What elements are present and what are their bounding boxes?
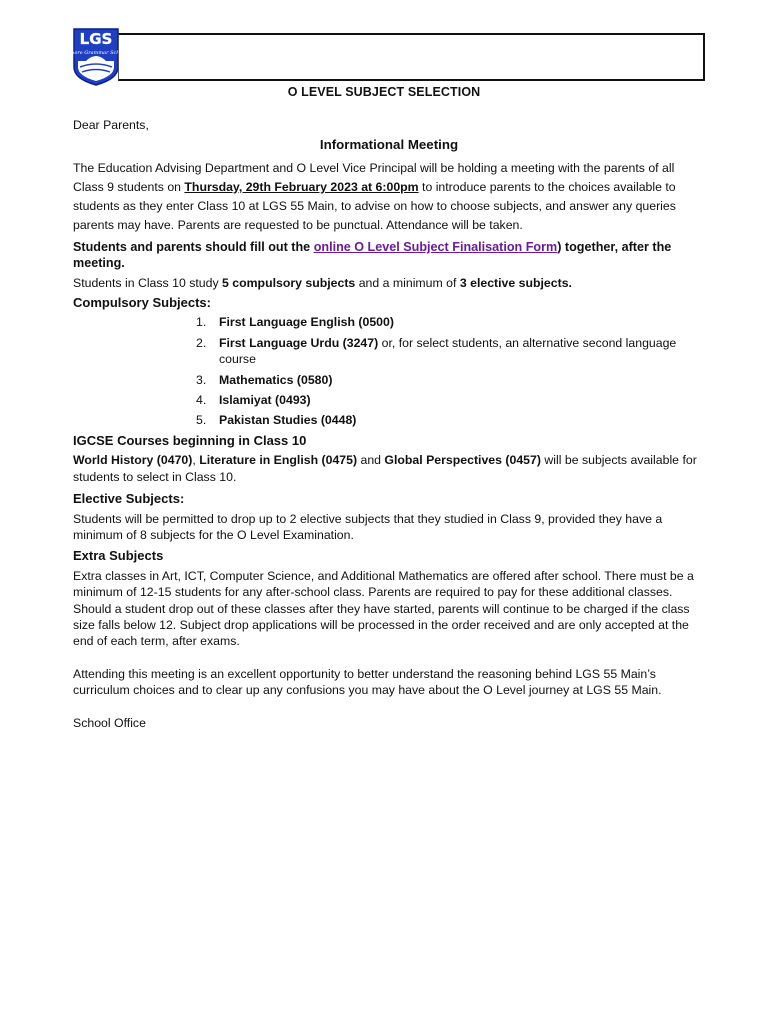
extra-paragraph: Extra classes in Art, ICT, Computer Science, and Additional Mathematics are offered after school. There must be a minimum of 12-15 students for any after-school class. Parents are required to pay for these additional classes. Should a student drop out of these classes after they have started, parents will continue to be charged if the class size falls below 12. Subject drop applications will be processed in the order received and are only accepted at the end of each term, after exams. <box>73 568 694 649</box>
compulsory-list <box>73 314 705 428</box>
svg-text:Lahore Grammar School: Lahore Grammar School <box>64 50 128 56</box>
extra-heading: Extra Subjects <box>73 548 164 564</box>
header-box <box>118 33 705 81</box>
list-item: 3. Mathematics (0580) <box>196 372 333 387</box>
document-title: O LEVEL SUBJECT SELECTION <box>287 85 481 99</box>
salutation: Dear Parents, <box>73 118 149 132</box>
list-item: 1. First Language English (0500) <box>196 315 394 330</box>
form-note: Students and parents should fill out the online O Level Subject Finalisation Form) together, after the meeting. <box>73 239 672 271</box>
compulsory-heading: Compulsory Subjects: <box>73 295 211 311</box>
elective-heading: Elective Subjects: <box>73 491 185 507</box>
meeting-heading: Informational Meeting <box>319 137 459 153</box>
list-item: 2. First Language Urdu (3247) or, for select students, an alternative second language course <box>196 335 677 367</box>
closing-paragraph: Attending this meeting is an excellent opportunity to better understand the reasoning behind LGS 55 Main’s curriculum choices and to clear up any confusions you may have about the O Level journey at LGS 55 Main. <box>73 666 662 698</box>
school-logo <box>64 27 128 87</box>
study-summary: Students in Class 10 study 5 compulsory subjects and a minimum of 3 elective subjects. <box>73 275 572 290</box>
igcse-paragraph: World History (0470), Literature in English (0475) and Global Perspectives (0457) will be subjects available for students to select in Class 10. <box>73 453 697 484</box>
svg-text:LGS: LGS <box>79 30 113 48</box>
igcse-heading: IGCSE Courses beginning in Class 10 <box>73 432 307 448</box>
subject-form-link[interactable]: online O Level Subject Finalisation Form <box>313 239 558 254</box>
letter-body <box>73 117 705 731</box>
signature: School Office <box>73 715 146 730</box>
list-item: 4. Islamiyat (0493) <box>196 393 311 408</box>
list-item: 5. Pakistan Studies (0448) <box>196 413 357 428</box>
intro-paragraph: The Education Advising Department and O Level Vice Principal will be holding a meeting with the parents of all Class 9 students on Thursday, 29th February 2023 at 6:00pm to introduce parents to the choices available to students as they enter Class 10 at LGS 55 Main, to advise on how to choose subjects, and answer any queries parents may have. Parents are requested to be punctual. Attendance will be taken. <box>73 160 676 232</box>
meeting-date: Thursday, 29th February 2023 at 6:00pm <box>184 179 419 194</box>
elective-paragraph: Students will be permitted to drop up to 2 elective subjects that they studied in Class 9, provided they have a minimum of 8 subjects for the O Level Examination. <box>73 511 663 542</box>
